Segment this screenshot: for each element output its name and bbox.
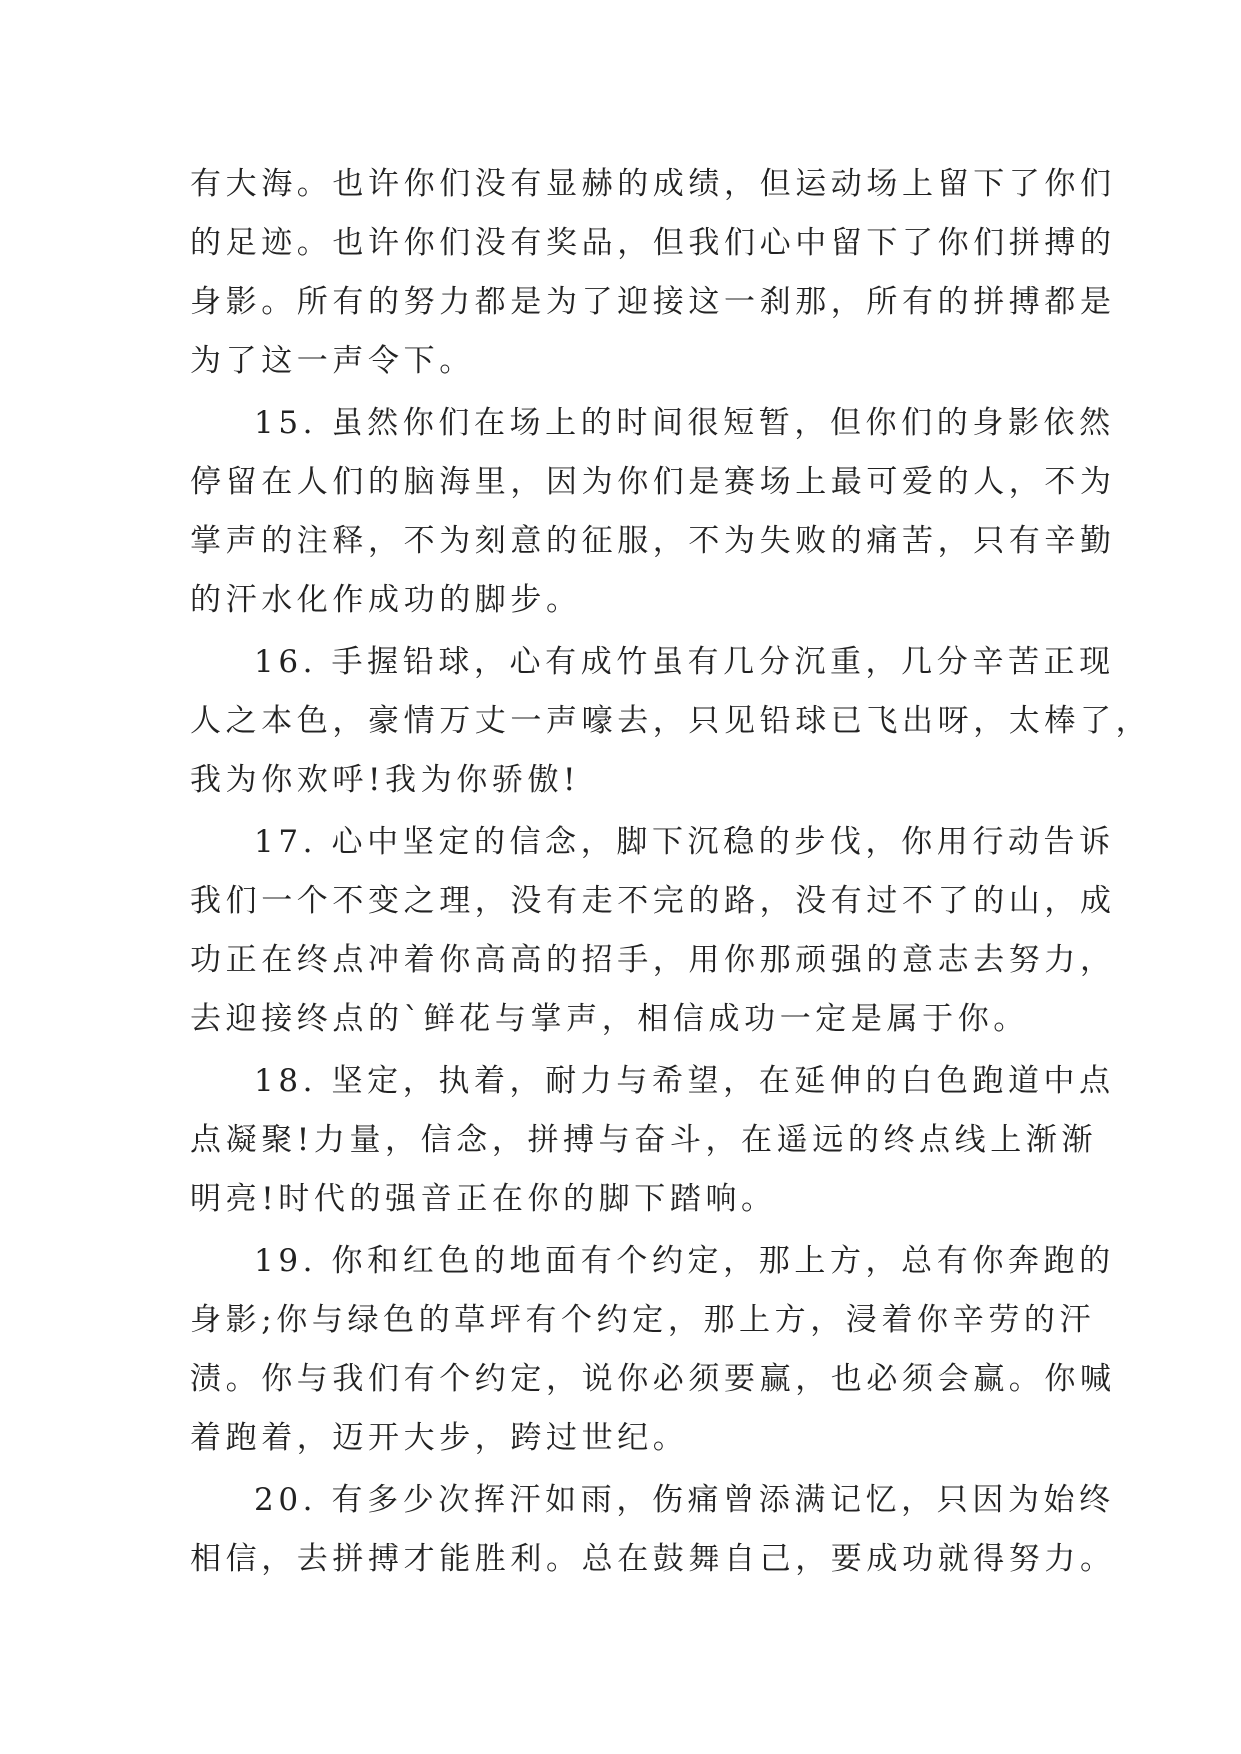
p20-line-2: 相信，去拼搏才能胜利。总在鼓舞自己，要成功就得努力。 (190, 1541, 1116, 1577)
p14-line-1: 有大海。也许你们没有显赫的成绩，但运动场上留下了你们 (190, 166, 1116, 202)
p20-line-1: 20. 有多少次挥汗如雨，伤痛曾添满记忆，只因为始终 (254, 1482, 1115, 1518)
p17-line-3: 功正在终点冲着你高高的招手，用你那顽强的意志去努力， (190, 942, 1116, 978)
p17-line-1: 17. 心中坚定的信念，脚下沉稳的步伐，你用行动告诉 (254, 824, 1115, 860)
p19-line-4: 着跑着，迈开大步，跨过世纪。 (190, 1420, 689, 1456)
p18-line-2: 点凝聚!力量，信念，拼搏与奋斗，在遥远的终点线上渐渐 (190, 1122, 1098, 1158)
p16-line-3: 我为你欢呼!我为你骄傲! (190, 762, 581, 798)
p18-line-1: 18. 坚定，执着，耐力与希望，在延伸的白色跑道中点 (254, 1063, 1115, 1099)
p17-line-2: 我们一个不变之理，没有走不完的路，没有过不了的山，成 (190, 883, 1116, 919)
p16-line-1: 16. 手握铅球，心有成竹虽有几分沉重，几分辛苦正现 (254, 644, 1115, 680)
p19-line-3: 渍。你与我们有个约定，说你必须要赢，也必须会赢。你喊 (190, 1361, 1116, 1397)
p17-line-4: 去迎接终点的`鲜花与掌声，相信成功一定是属于你。 (190, 1001, 1029, 1037)
p15-line-2: 停留在人们的脑海里，因为你们是赛场上最可爱的人，不为 (190, 464, 1116, 500)
p14-line-3: 身影。所有的努力都是为了迎接这一刹那，所有的拼搏都是 (190, 284, 1116, 320)
p19-line-2: 身影;你与绿色的草坪有个约定，那上方，浸着你辛劳的汗 (190, 1302, 1096, 1338)
p14-line-4: 为了这一声令下。 (190, 343, 475, 379)
p14-line-2: 的足迹。也许你们没有奖品，但我们心中留下了你们拼搏的 (190, 225, 1116, 261)
p19-line-1: 19. 你和红色的地面有个约定，那上方，总有你奔跑的 (254, 1243, 1115, 1279)
p16-line-2: 人之本色，豪情万丈一声嚎去，只见铅球已飞出呀，太棒了， (190, 703, 1152, 739)
p15-line-3: 掌声的注释，不为刻意的征服，不为失败的痛苦，只有辛勤 (190, 523, 1116, 559)
p18-line-3: 明亮!时代的强音正在你的脚下踏响。 (190, 1181, 777, 1217)
p15-line-1: 15. 虽然你们在场上的时间很短暂，但你们的身影依然 (254, 405, 1115, 441)
p15-line-4: 的汗水化作成功的脚步。 (190, 582, 582, 618)
